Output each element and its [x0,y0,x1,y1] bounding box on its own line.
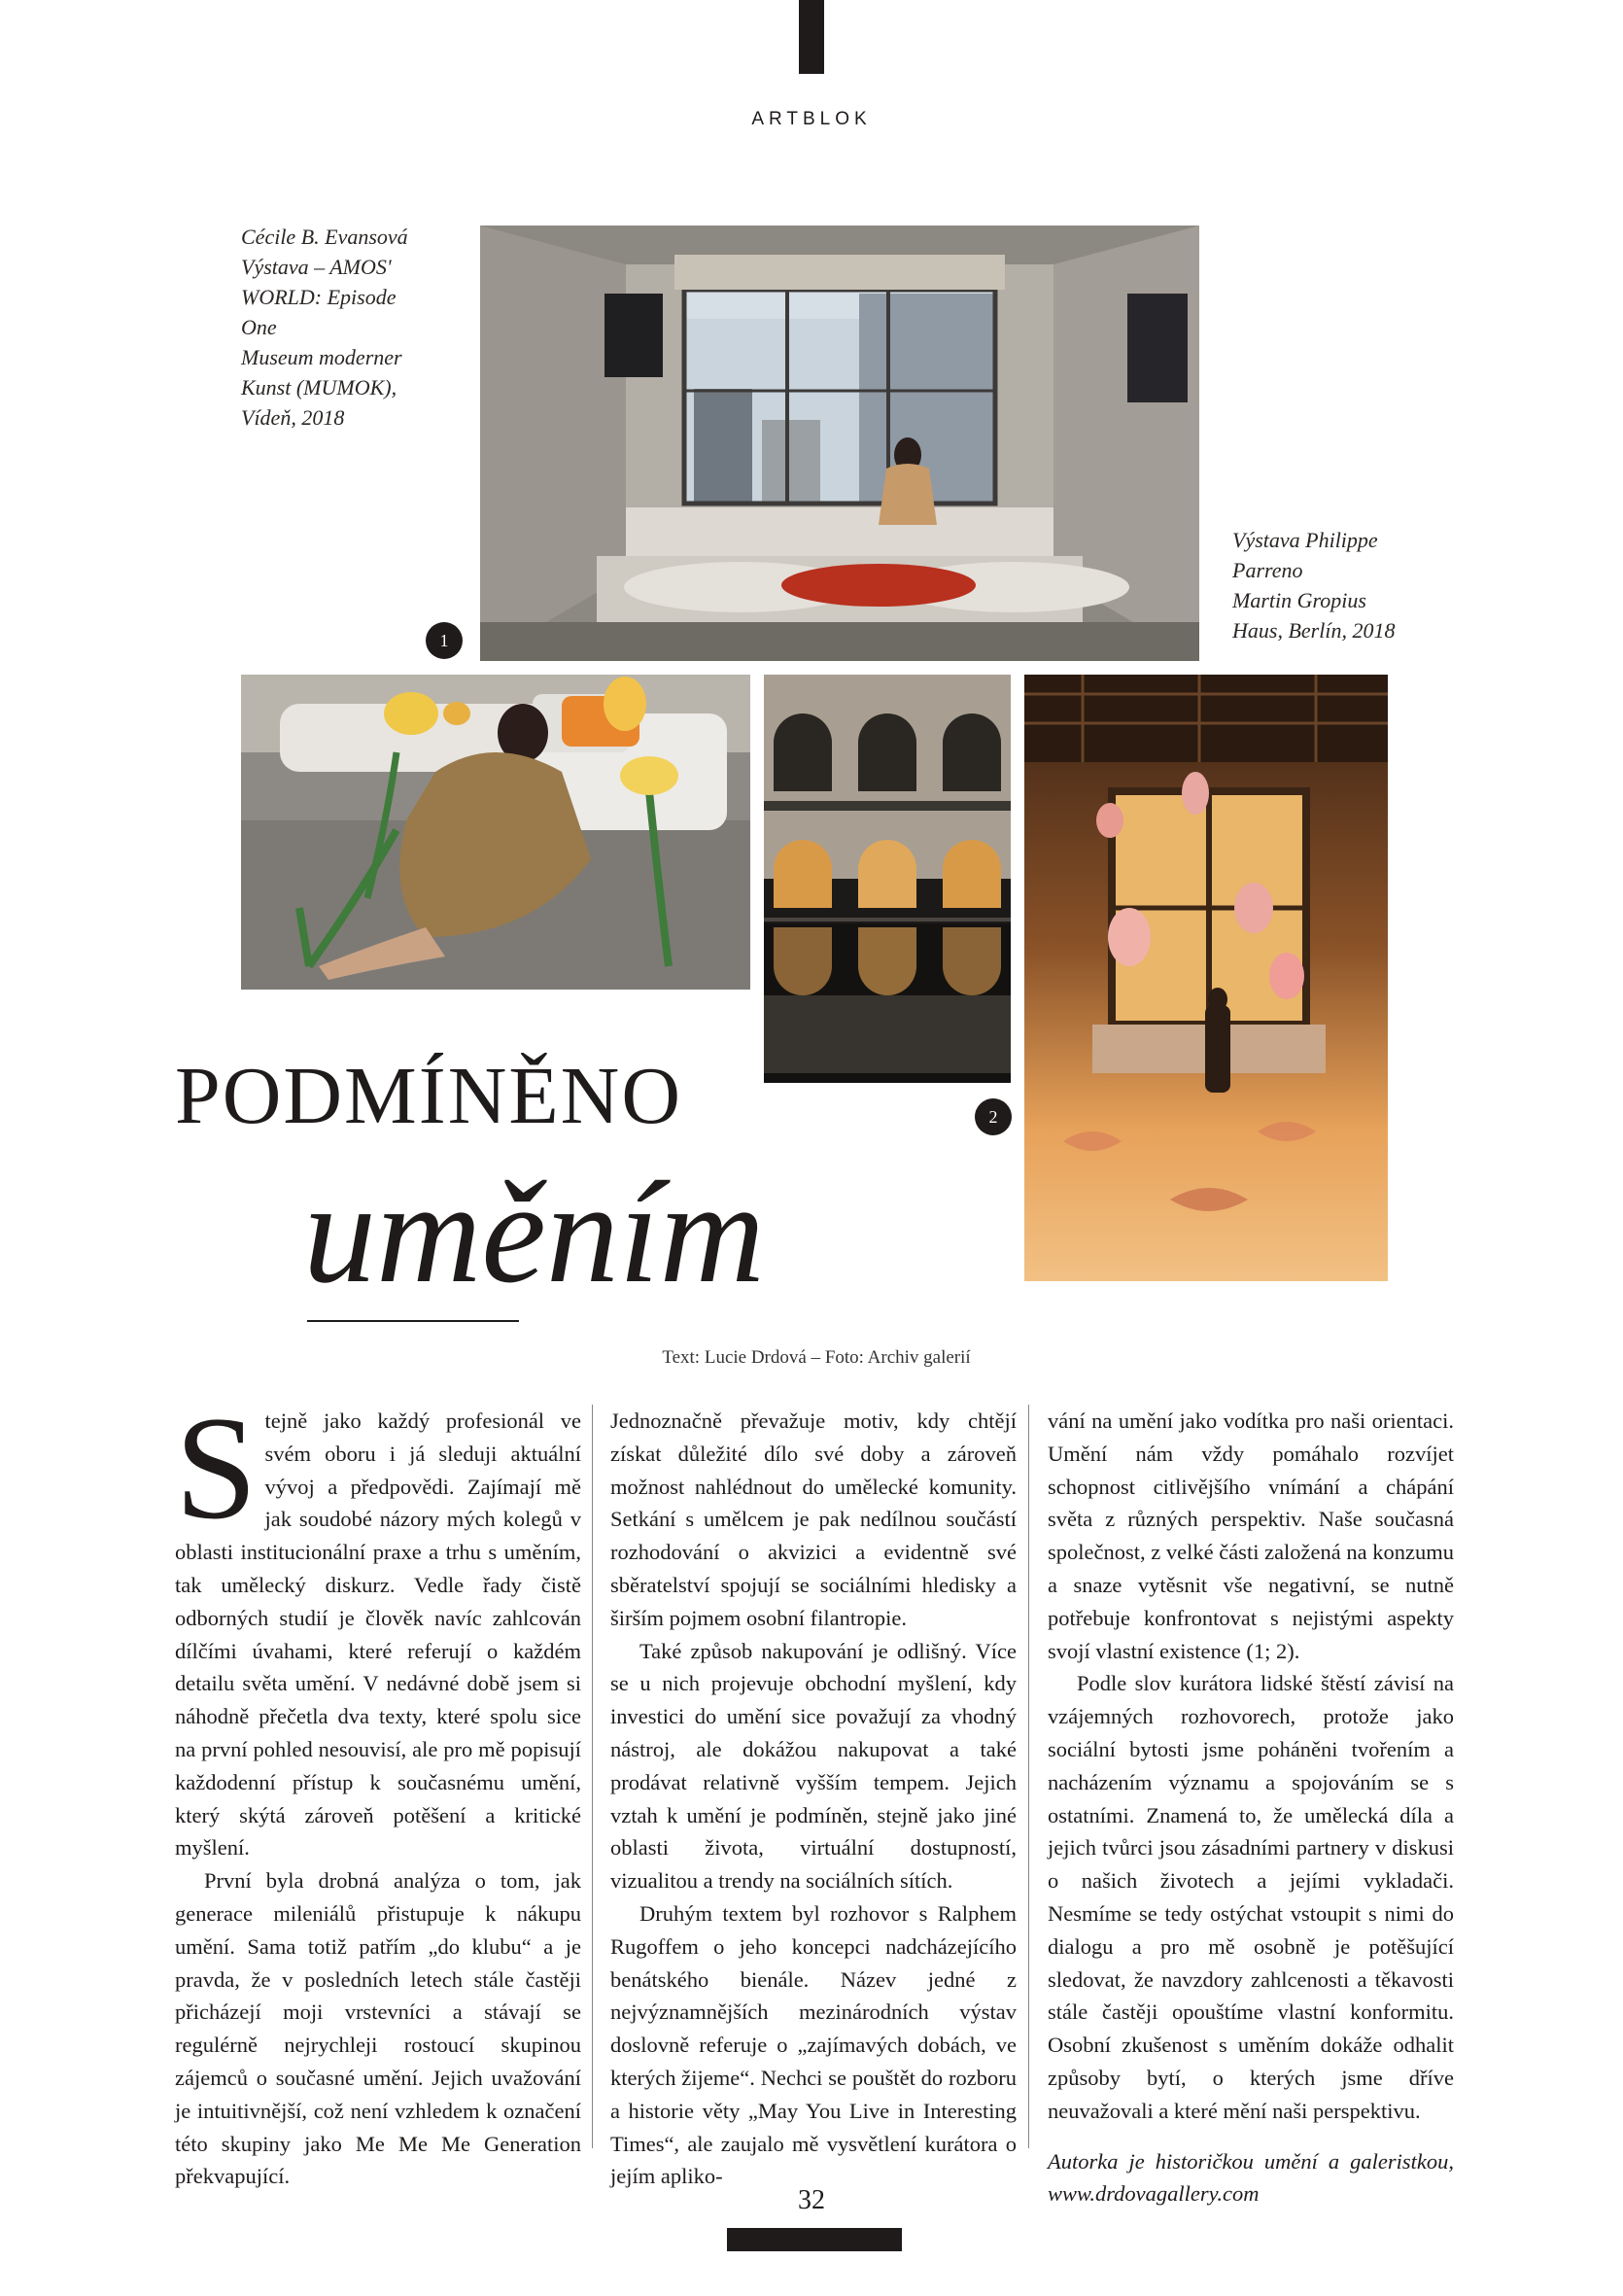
photo-woman-flowers [241,675,750,990]
section-label: ARTBLOK [751,109,872,129]
headline-line-1: PODMÍNĚNO [175,1051,682,1141]
column-divider-2 [1028,1405,1029,2148]
paragraph-1: tejně jako každý profesionál ve svém oboru i já sleduji aktuální vývoj a předpovědi. Zajímají mě jak soudobé názory mých kolegů v oblasti institucionální praxe a trhu s uměním, tak umělecký diskurz. Vedle řady čistě odborných studií je člověk navíc zahlcován dílčími úvahami, které referují o každém detailu světa umění. V nedávné době jsem si náhodně přečetla dva texty, které spolu sice na první pohled nesouvisí, ale pro mě popisují každodenní přístup k současnému umění, který skýtá zároveň potěšení a kritické myšlení. [175,1409,581,1861]
photo-bedroom-window [480,226,1199,661]
caption-right: Výstava Philippe Parreno Martin Gropius Haus, Berlín, 2018 [1232,528,1396,643]
headline-line-2: uměním [303,1152,765,1313]
figure-badge-2: 2 [975,1098,1012,1135]
paragraph-6: vání na umění jako vodítka pro naši orientaci. Umění nám vždy pomáhalo rozvíjet schopnost citlivějšího vnímání a chápání světa z různých perspektiv. Naše současná společnost, z velké části založená na konzumu a snaze vytěsnit vše negativní, se nutně potřebuje konfrontovat s nejistými aspekty svojí vlastní existence (1; 2). [1048,1409,1454,1663]
page-number: 32 [798,2185,825,2215]
article-column-3 [1048,1405,1454,2210]
photo-hall-reflection [764,675,1011,1083]
author-note: Autorka je historičkou umění a galeristkou, www.drdovagallery.com [1048,2148,1454,2207]
article-column-1 [175,1386,581,2193]
figure-badge-1: 1 [426,622,463,659]
article-column-2 [610,1405,1017,2193]
paragraph-3: Jednoznačně převažuje motiv, kdy chtějí získat důležité dílo své doby a zároveň možnost nahlédnout do umělecké komunity. Setkání s umělcem je pak nedílnou součástí rozhodování o akvizici a evidentně své sběratelství spojují se sociálními hledisky a širším pojmem osobní filantropie. [610,1409,1017,1630]
title-underline [307,1320,519,1322]
paragraph-5: Druhým textem byl rozhovor s Ralphem Rugoffem o jeho koncepci nadcházejícího benátského bienále. Název jedné z nejvýznamnějších mezinárodních výstav doslovně referuje o „zajímavých dobách, ve kterých žijeme“. Nechci se pouštět do rozboru a historie věty „May You Live in Interesting Times“, ale zaujalo mě vysvětlení kurátora o jejím apliko- [610,1900,1017,2189]
drop-cap: S [175,1386,258,1549]
column-divider-1 [592,1405,593,2148]
photo-golden-room [1024,675,1388,1281]
paragraph-2: První byla drobná analýza o tom, jak generace mileniálů přistupuje k nákupu umění. Sama totiž patřím „do klubu“ a je pravda, že v posledních letech stále častěji přicházejí moji vrstevníci a stávají se regulérně nejrychleji rostoucí skupinou zájemců o současné umění. Jejich uvažování je intuitivnější, což není vzhledem k označení této skupiny jako Me Me Me Generation překvapující. [175,1868,581,2189]
top-bar [799,0,824,74]
bottom-bar [727,2228,902,2251]
paragraph-4: Také způsob nakupování je odlišný. Více se u nich projevuje obchodní myšlení, kdy investici do umění sice považují za vhodný nástroj, ale dokážou nakupovat a také prodávat relativně vyšším tempem. Jejich vztah k umění je podmíněn, stejně jako jiné oblasti života, virtuální dostupností, vizualitou a trendy na sociálních sítích. [610,1638,1017,1894]
paragraph-7: Podle slov kurátora lidské štěstí závisí na vzájemných rozhovorech, protože jako sociální bytosti jsme poháněni tvořením a nacházením významu a spojováním se s ostatními. Znamená to, že umělecká díla a jejich tvůrci jsou zásadními partnery v diskusi o našich životech a jejími vykladači. Nesmíme se tedy ostýchat vstoupit s nimi do dialogu a pro mě osobně je potěšující sledovat, že navzdory zahlcenosti a těkavosti stále častěji opouštíme vlastní konformitu. Osobní zkušenost s uměním dokáže odhalit způsoby bytí, o kterých jsme dříve neuvažovali a které mění naši perspektivu. [1048,1671,1454,2123]
caption-left: Cécile B. Evansová Výstava – AMOS' WORLD: Episode One Museum moderner Kunst (MUMOK), Vídeň, 2018 [241,225,408,430]
article-credit: Text: Lucie Drdová – Foto: Archiv galerií [662,1347,971,1368]
